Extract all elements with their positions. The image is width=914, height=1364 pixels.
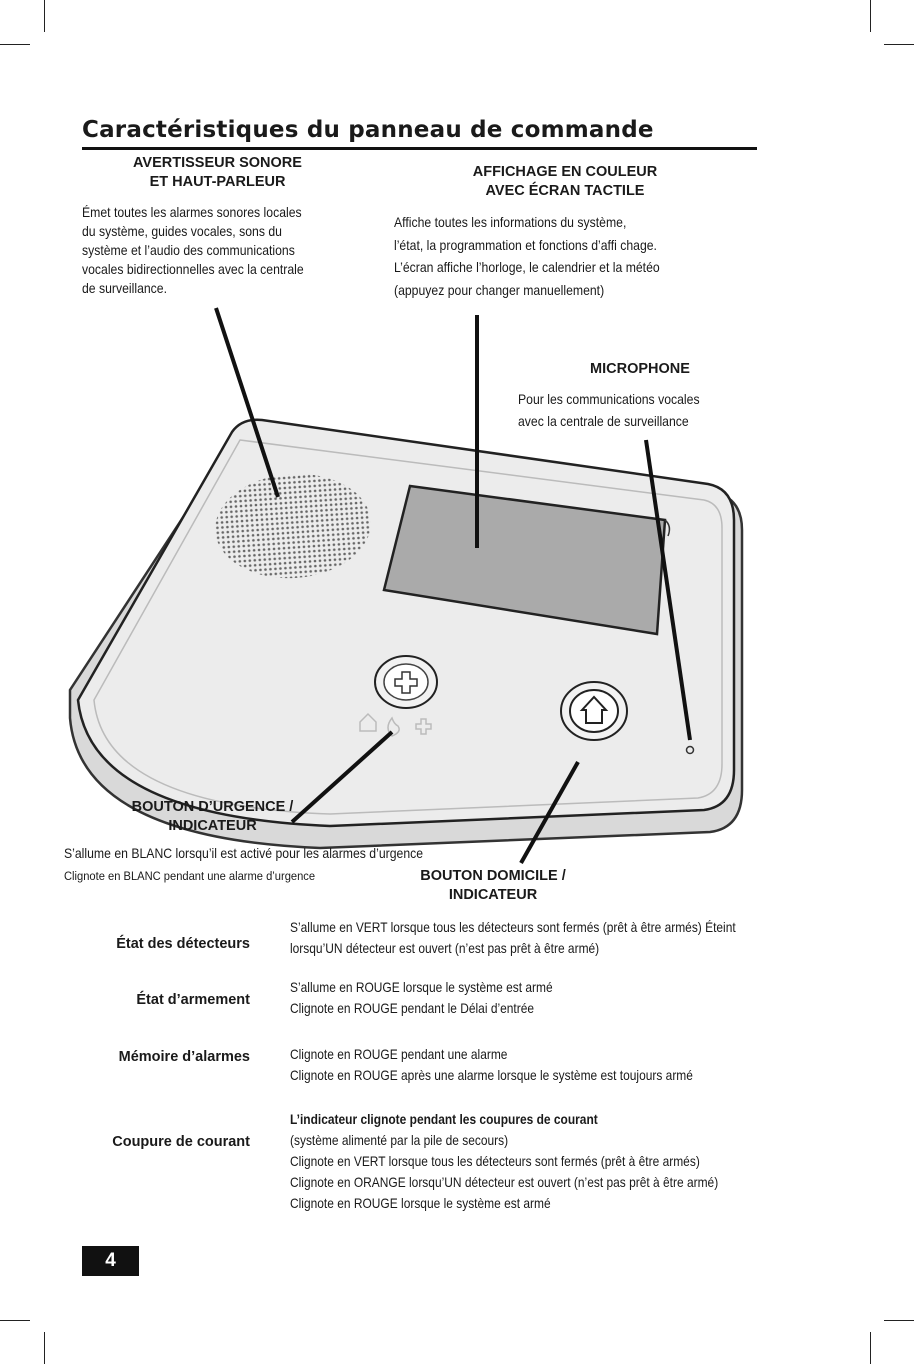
page-title: Caractéristiques du panneau de commande — [82, 117, 654, 143]
emergency-description: S’allume en BLANC lorsqu’il est activé pour les alarmes d’urgence Clignote en BLANC pendant une alarme d’urgence — [64, 846, 424, 883]
home-button — [561, 682, 627, 740]
state-description-detectors: S’allume en VERT lorsque tous les détecteurs sont fermés (prêt à être armés) Éteint lorsqu’UN détecteur est ouvert (n’est pas prêt à être armé) — [290, 920, 736, 956]
microphone-description: Pour les communications vocales avec la centrale de surveillance — [518, 392, 700, 429]
state-label-alarm-memory: Mémoire d’alarmes — [118, 1049, 250, 1065]
speaker-heading: AVERTISSEUR SONORE ET HAUT-PARLEUR — [133, 155, 302, 190]
state-label-detectors: État des détecteurs — [116, 936, 250, 952]
state-label-power-outage: Coupure de courant — [112, 1134, 250, 1150]
display-description: Affiche toutes les informations du système, l’état, la programmation et fonctions d’affi chage. L’écran affiche l’horloge, le calendrier et la météo (appuyez pour changer manuellement) — [394, 215, 660, 298]
state-label-arming: État d’armement — [136, 992, 250, 1008]
emergency-button — [375, 656, 437, 708]
state-description-arming: S’allume en ROUGE lorsque le système est armé Clignote en ROUGE pendant le Délai d’entrée — [290, 980, 553, 1016]
display-heading: AFFICHAGE EN COULEUR AVEC ÉCRAN TACTILE — [472, 164, 658, 199]
microphone-heading: MICROPHONE — [590, 361, 690, 377]
state-description-alarm-memory: Clignote en ROUGE pendant une alarme Clignote en ROUGE après une alarme lorsque le système est toujours armé — [290, 1047, 693, 1083]
page-number: 4 — [82, 1246, 139, 1276]
state-description-power-outage: L’indicateur clignote pendant les coupures de courant (système alimenté par la pile de secours) Clignote en VERT lorsque tous les détecteurs sont fermés (prêt à être armés) Clignote en ORANGE lorsqu’UN détecteur est ouvert (n’est pas prêt à être armé) Clignote en ROUGE lorsque le système est armé — [290, 1112, 719, 1211]
speaker-description: Émet toutes les alarmes sonores locales du système, guides vocales, sons du système et l’audio des communications vocales bidirectionnelles avec la centrale de surveillance. — [82, 205, 304, 296]
emergency-heading: BOUTON D’URGENCE / INDICATEUR — [131, 799, 294, 834]
home-heading: BOUTON DOMICILE / INDICATEUR — [420, 868, 566, 903]
